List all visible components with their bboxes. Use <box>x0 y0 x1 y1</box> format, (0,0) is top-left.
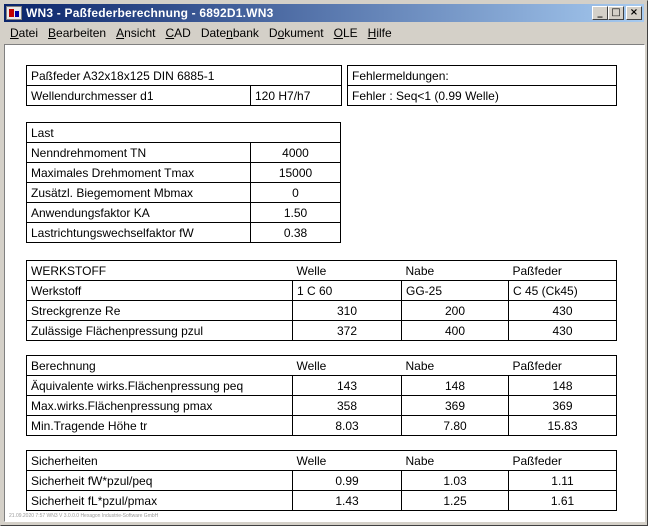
load-value-tmax[interactable]: 15000 <box>251 163 341 183</box>
calculation-table <box>26 355 617 436</box>
calc-label: Max.wirks.Flächenpressung pmax <box>27 396 293 416</box>
close-button[interactable]: × <box>626 6 642 20</box>
peq-hub: 148 <box>402 376 509 396</box>
safety-fl-hub: 1.25 <box>402 491 509 511</box>
tr-shaft: 8.03 <box>293 416 402 436</box>
load-title: Last <box>27 123 341 143</box>
material-header-hub: Nabe <box>402 261 509 281</box>
menu-ansicht[interactable]: Ansicht <box>116 26 156 40</box>
load-label: Nenndrehmoment TN <box>27 143 251 163</box>
material-label: Zulässige Flächenpressung pzul <box>27 321 293 341</box>
footer-tiny-text: 21.09.2020 7:57 WN3 V 3.0.0.0 Hexagon Industrie-Software GmbH <box>9 513 159 519</box>
load-value-tn[interactable]: 4000 <box>251 143 341 163</box>
calc-header-shaft: Welle <box>293 356 402 376</box>
load-table <box>26 122 341 243</box>
part-name[interactable]: Paßfeder A32x18x125 DIN 6885-1 <box>27 66 342 86</box>
safety-fl-shaft: 1.43 <box>293 491 402 511</box>
load-value-fw[interactable]: 0.38 <box>251 223 341 243</box>
menu-dokument[interactable]: Dokument <box>268 26 324 40</box>
safety-header-title: Sicherheiten <box>27 451 293 471</box>
yield-shaft: 310 <box>293 301 402 321</box>
safety-header-key: Paßfeder <box>509 451 617 471</box>
load-value-ka[interactable]: 1.50 <box>251 203 341 223</box>
error-table <box>347 65 617 106</box>
error-title: Fehlermeldungen: <box>348 66 617 86</box>
safety-label: Sicherheit fL*pzul/pmax <box>27 491 293 511</box>
menu-ole[interactable]: OLE <box>333 26 358 40</box>
material-header-title: WERKSTOFF <box>27 261 293 281</box>
pmax-key: 369 <box>509 396 617 416</box>
safety-table <box>26 450 617 511</box>
safety-header-hub: Nabe <box>402 451 509 471</box>
calc-label: Äquivalente wirks.Flächenpressung peq <box>27 376 293 396</box>
menu-bar <box>4 24 644 42</box>
pzul-shaft: 372 <box>293 321 402 341</box>
minimize-button[interactable]: _ <box>592 6 608 20</box>
load-label: Anwendungsfaktor KA <box>27 203 251 223</box>
part-table <box>26 65 342 106</box>
material-table <box>26 260 617 341</box>
load-label: Zusätzl. Biegemoment Mbmax <box>27 183 251 203</box>
calc-label: Min.Tragende Höhe tr <box>27 416 293 436</box>
material-hub[interactable]: GG-25 <box>402 281 509 301</box>
material-label: Werkstoff <box>27 281 293 301</box>
safety-fl-key: 1.61 <box>509 491 617 511</box>
material-key[interactable]: C 45 (Ck45) <box>509 281 617 301</box>
peq-key: 148 <box>509 376 617 396</box>
pmax-shaft: 358 <box>293 396 402 416</box>
peq-shaft: 143 <box>293 376 402 396</box>
window-title: WN3 - Paßfederberechnung - 6892D1.WN3 <box>26 6 274 20</box>
error-message: Fehler : Seq<1 (0.99 Welle) <box>348 86 617 106</box>
menu-bearbeiten[interactable]: Bearbeiten <box>48 26 107 40</box>
pzul-key: 430 <box>509 321 617 341</box>
app-icon[interactable] <box>6 6 22 20</box>
title-bar[interactable] <box>4 4 644 22</box>
material-header-key: Paßfeder <box>509 261 617 281</box>
calc-header-title: Berechnung <box>27 356 293 376</box>
material-label: Streckgrenze Re <box>27 301 293 321</box>
tr-hub: 7.80 <box>402 416 509 436</box>
yield-hub: 200 <box>402 301 509 321</box>
calc-header-key: Paßfeder <box>509 356 617 376</box>
yield-key: 430 <box>509 301 617 321</box>
menu-datei[interactable]: Datei <box>10 26 39 40</box>
load-label: Lastrichtungswechselfaktor fW <box>27 223 251 243</box>
maximize-button[interactable]: □ <box>608 6 624 20</box>
diameter-value[interactable]: 120 H7/h7 <box>251 86 342 106</box>
pmax-hub: 369 <box>402 396 509 416</box>
safety-fw-hub: 1.03 <box>402 471 509 491</box>
calc-header-hub: Nabe <box>402 356 509 376</box>
menu-hilfe[interactable]: Hilfe <box>367 26 392 40</box>
document-area <box>4 44 645 522</box>
safety-header-shaft: Welle <box>293 451 402 471</box>
load-value-mbmax[interactable]: 0 <box>251 183 341 203</box>
material-shaft[interactable]: 1 C 60 <box>293 281 402 301</box>
diameter-label: Wellendurchmesser d1 <box>27 86 251 106</box>
tr-key: 15.83 <box>509 416 617 436</box>
menu-cad[interactable]: CAD <box>165 26 191 40</box>
safety-fw-shaft: 0.99 <box>293 471 402 491</box>
load-label: Maximales Drehmoment Tmax <box>27 163 251 183</box>
safety-label: Sicherheit fW*pzul/peq <box>27 471 293 491</box>
pzul-hub: 400 <box>402 321 509 341</box>
window-controls <box>592 6 642 20</box>
material-header-shaft: Welle <box>293 261 402 281</box>
menu-datenbank[interactable]: Datenbank <box>200 26 259 40</box>
safety-fw-key: 1.11 <box>509 471 617 491</box>
